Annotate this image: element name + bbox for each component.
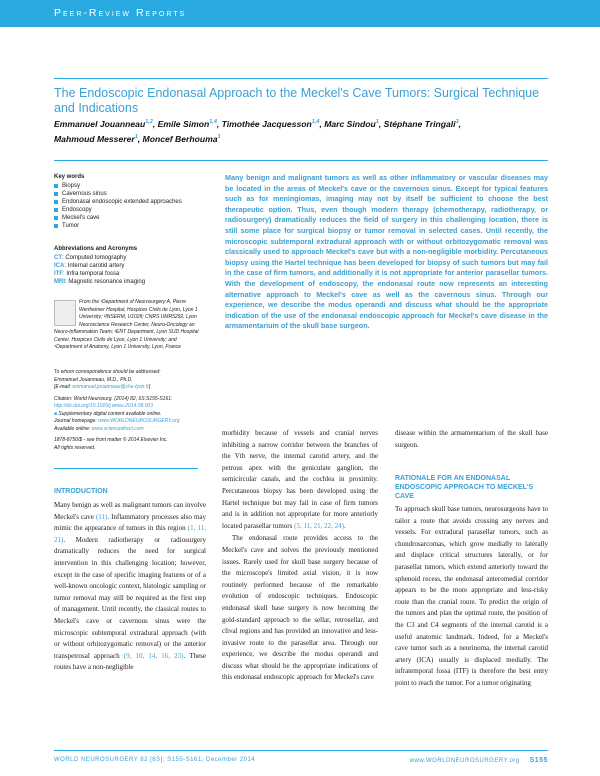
doi-link[interactable]: http://dx.doi.org/10.1016/j.wneu.2014.08.003	[54, 403, 153, 409]
journal-header-bar	[0, 0, 600, 27]
keywords-heading: Key words	[54, 174, 85, 180]
corr-email-line: [E-mail: emmanuel.jouanneau@chu-lyon.fr]	[54, 384, 151, 390]
affiliations	[54, 299, 204, 352]
abbr-row: CT: Computed tomography	[54, 255, 127, 261]
abbreviations-heading: Abbreviations and Acronyms	[54, 246, 138, 252]
supplementary-note: ■ Supplementary digital content available online.	[54, 410, 162, 417]
body-column-1	[54, 500, 206, 674]
corr-line-2: Emmanuel Jouanneau, M.D., Ph.D.	[54, 376, 133, 383]
footer-right	[410, 757, 548, 764]
abstract: Many benign and malignant tumors as well as other inflammatory or vascular diseases may be located in the areas of Meckel's cave or the cavernous sinus. Except for typical features such as for meningiomas, imaging may not by itself be sufficient to choose the best therapeutic option. Thus, even though modern therapy (chemotherapy, radiotherapy, or radiosurgery) dramatically reduces the field of surgery in this challenging location, there is still some place for surgical biopsy or tumor removal in selected cases. Until recently, the microscopic subtemporal extradural approach with or without orbitozygomatic removal was classically used to approach Meckel's cave but with a non-negligible morbidity. Percutaneous biopsy using the Hartel technique has been developed for biopsy of such tumors but may fail in the case of firm tumors, and additionally it is not appropriate for anterior parasellar tumors. With the development of endoscopy, the endonasal route now represents an interesting alternative approach to Meckel's cave as well as the cavernous sinus. Through our experience, we describe the modus operandi and discuss what should be the appropriate indication of the use of the endonasal endoscopic approach for Meckel's cave disease in the armamentarium of the skull base surgeon.	[225, 173, 548, 331]
col3-paragraph-0: disease within the armamentarium of the skull base surgeon.	[395, 429, 548, 449]
abbr-row: ITF: Infra temporal fossa	[54, 271, 120, 277]
copyright: 1878-8750/$ - see front matter © 2014 Elsevier Inc.	[54, 437, 168, 443]
keyword-item: Tumor	[54, 222, 204, 230]
authors-rule	[54, 160, 548, 161]
intro-paragraph: Many benign as well as malignant tumors can involve Meckel's cave (11). Inflammatory processes also may mimic the appearance of tumors in this region (1, 11, 21). Modern radiotherapy or radiosurgery dramatically reduces the need for surgical intervention in this challenging location; however, except in the case of specific imaging features or of a well-known oncologic context, histologic sampling or tumor removal may still be required as the first step of management. Until recently, the classical routes to Meckel's cave or cavernous sinus were the microscopic subtemporal extradural approach (with or without orbitozygomatic removal) or the anterior transpetrosal approach (9, 10, 14, 16, 23). These routes have a non-negligible	[54, 501, 207, 672]
keyword-item: Endonasal endoscopic extended approaches	[54, 198, 204, 206]
authors-line-1: Emmanuel Jouanneau$^{1,2}$, Emile Simon$^{1,4}$, Timothée Jacquesson$^{1,4}$, Marc Sindou$^1$, Stéphane Tringali$^3$,	[54, 118, 462, 129]
keyword-item: Meckel's cave	[54, 214, 204, 222]
section-label: Peer-Review Reports	[54, 7, 187, 19]
abbreviations-box	[54, 245, 204, 286]
introduction-heading: INTRODUCTION	[54, 488, 108, 495]
body-column-3-cont	[395, 504, 548, 690]
keyword-item: Biopsy	[54, 182, 204, 190]
body-column-2	[222, 428, 378, 684]
rationale-heading: RATIONALE FOR AN ENDONASAL ENDOSCOPIC APPROACH TO MECKEL'S CAVE	[395, 475, 534, 500]
title-rule	[54, 78, 548, 79]
keyword-item: Cavernous sinus	[54, 190, 204, 198]
footer-rule	[54, 750, 548, 751]
email-link[interactable]: emmanuel.jouanneau@chu-lyon.fr	[72, 384, 149, 390]
available-online: Available online: www.sciencedirect.com	[54, 425, 144, 432]
affiliations-text: From the ¹Department of Neurosurgery A, Pierre Wertheimer Hospital, Hospices Civils de Lyon, Lyon 1 University; ²INSERM, U1028; CNRS UMR5292, Lyon Neuroscience Research Center, Neuro-Oncology an Neuro-Inflammation Team; ³ENT Department, Lyon SUD Hospital Center, Hospices Civils de Lyon, Lyon 1 University; and ⁴Department of Anatomy, Lyon 1 University, Lyon, France	[54, 299, 199, 350]
abbr-row: MRI: Magnetic resonance imaging	[54, 279, 146, 285]
page-number: S155	[529, 757, 548, 764]
journal-homepage: Journal homepage: www.WORLDNEUROSURGERY.org	[54, 418, 180, 424]
journal-logo-icon	[54, 300, 76, 326]
footer-url[interactable]: www.WORLDNEUROSURGERY.org	[409, 758, 520, 764]
col2-paragraph-1: morbidity because of vessels and cranial nerves inhibiting a narrow corridor between the branches of the Vth nerve, the internal carotid artery, and the petrous apex with the geniculate ganglion, the semicircular canals, and the cochlea in proximity. Percutaneous biopsy has been developed using the Hartel technique but may fail in case of firm tumors and is in addition not appropriate for more anteriorly located parasellar tumors (5, 11, 21, 22, 24).	[222, 429, 378, 530]
correspondence-block	[54, 369, 204, 452]
homepage-link[interactable]: www.WORLDNEUROSURGERY.org	[98, 418, 180, 424]
intro-rule	[54, 468, 198, 469]
authors-line-2: Mahmoud Messerer$^1$, Moncef Berhouma$^1$	[54, 133, 221, 144]
keywords-list	[54, 182, 204, 230]
sciencedirect-link[interactable]: www.sciencedirect.com	[91, 425, 144, 432]
body-column-3	[395, 428, 548, 451]
corr-line-1: To whom correspondence should be addressed:	[54, 369, 161, 375]
citation: Citation: World Neurosurg. (2014) 82, 6S:S155-S161.	[54, 395, 173, 402]
keyword-item: Endoscopy	[54, 206, 204, 214]
rights: All rights reserved.	[54, 444, 96, 451]
keywords-box	[54, 173, 204, 230]
footer-journal: WORLD NEUROSURGERY 82 [6S]: S155-S161, December 2014	[54, 757, 256, 763]
article-title: The Endoscopic Endonasal Approach to the Meckel's Cave Tumors: Surgical Technique and Indications	[54, 86, 540, 115]
col3-paragraph-1: To approach skull base tumors, neurosurgeons have to tailor a route that avoids crossing any nerves and vessels. For extradural parasellar tumors, such as chondrosarcomas, which grow medially to laterally and displace critical structures laterally, or for parasellar tumors, which extend anteriorly toward the sphenoid recess, the endonasal anteromedial corridor appears to be the more appropriate and less-risky route than the cranial route. To predict the origin of the tumors and plan the optimal route, the position of the C3 and C4 segments of the internal carotid is a useful anatomic landmark. Indeed, for a Meckel's cave tumor such as a neurinoma, the internal carotid artery (ICA) usually is displaced medially. The infratemporal fossa (ITF) is therefore the best entry point to reach the tumor. For a tumor originating	[395, 505, 548, 687]
abbr-row: ICA: Internal carotid artery	[54, 263, 125, 269]
col2-paragraph-2: The endonasal route provides access to the Meckel's cave and solves the previously mentioned issues. Rarely used for skull base surgery because of the microscope's limited axial vision, it is now routinely performed because of the remarkable evolution of endoscopic techniques. Endoscopic endonasal skull base surgery is now becoming the gold-standard approach to the sellar, retrosellar, and clival regions and has provided an innovative and less-invasive route to the parasellar area. Through our experience, we describe the modus operandi and discuss what should be the appropriate indications of this endonasal endoscopic approach for Meckel's cave	[222, 534, 378, 682]
author-list	[54, 116, 548, 146]
